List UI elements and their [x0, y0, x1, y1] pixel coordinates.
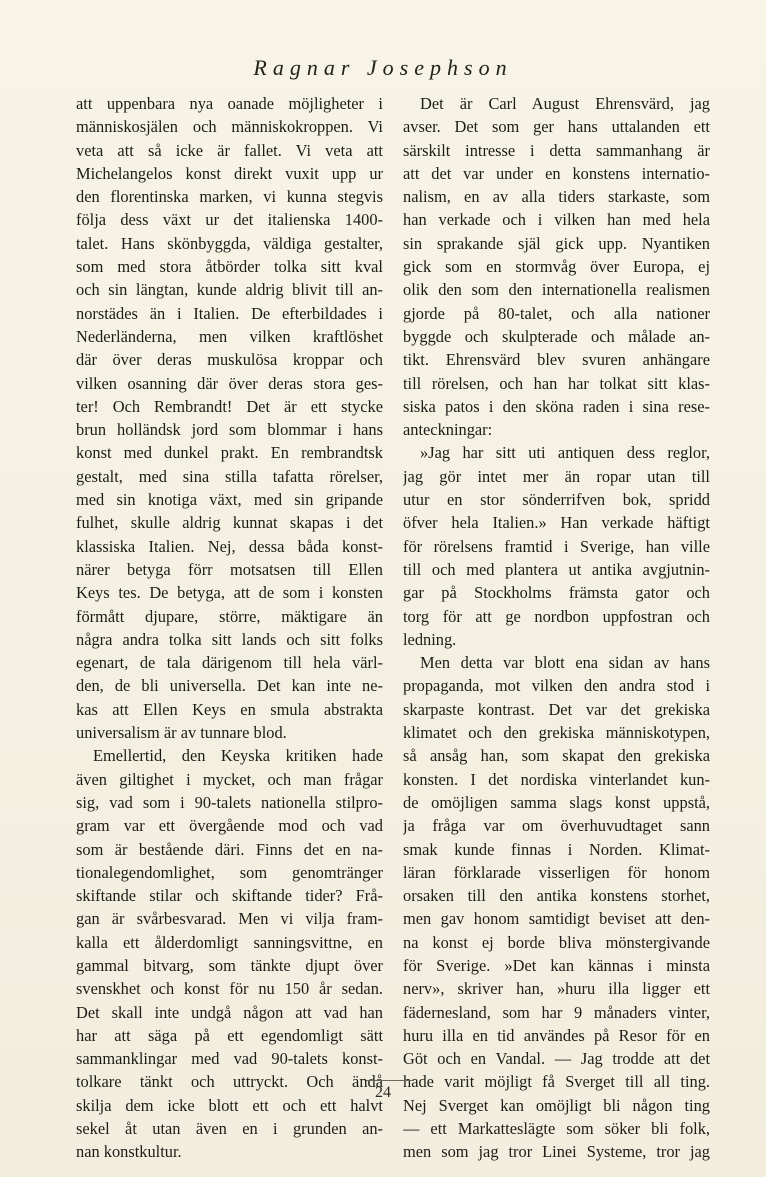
text-line: talet. Hans skönbyggda, väldiga gestalter, [76, 233, 383, 253]
text-line: öfver hela Italien.» Han verkade häftigt [403, 513, 710, 533]
text-line: som är bestående däri. Finns det en na- [76, 839, 383, 859]
text-line: gram var ett övergående mod och vad [76, 816, 383, 836]
text-line: tionalegendomlighet, som genomtränger [76, 862, 383, 882]
text-line: hade varit möjligt få Sverget till all ting. [403, 1072, 710, 1092]
text-line: brun holländsk jord som blommar i hans [76, 420, 383, 440]
text-line: den florentinska marken, vi kunna stegvis [76, 187, 383, 207]
text-line: vilken osanning där över deras stora ges- [76, 373, 383, 393]
text-line: till och med plantera ut antika avgjutnin- [403, 559, 710, 579]
text-line: propaganda, mot vilken den andra stod i [403, 676, 710, 696]
text-line: Nederländerna, men vilken kraftlöshet [76, 326, 383, 346]
text-line: ledning. [403, 629, 457, 649]
text-line: nalism, en av alla tiders starkaste, som [403, 187, 710, 207]
text-line: ja fråga var om överhuvudtaget sann [403, 816, 710, 836]
text-line: förmått djupare, större, mäktigare än [76, 606, 383, 626]
text-line: med sin knotiga växt, med sin gripande [76, 490, 383, 510]
text-line: Det är Carl August Ehrensvärd, jag [420, 94, 710, 113]
text-line: tikt. Ehrensvärd blev svuren anhängare [403, 350, 710, 370]
text-line: anteckningar: [403, 420, 493, 440]
text-line: svenskhet och konst för nu 150 år sedan. [76, 979, 383, 999]
text-line: gan är svårbesvarad. Men vi vilja fram- [76, 909, 383, 929]
text-line: tolkare tänkt och uttryckt. Och ändå [76, 1072, 383, 1092]
text-line: universalism är av tunnare blod. [76, 723, 287, 743]
text-line: Göt och en Vandal. — Jag trodde att det [403, 1049, 710, 1069]
text-line: orsaken till den antika konstens storhet, [403, 886, 710, 906]
text-line: och sin längtan, kunde aldrig blivit till an- [76, 280, 383, 300]
page-number: 24 [375, 1084, 391, 1101]
running-head: Ragnar Josephson [253, 55, 513, 80]
text-line: norstädes än i Italien. De efterbildades i [76, 303, 383, 323]
text-line: Det skall inte undgå någon att vad han [76, 1002, 383, 1022]
text-line: Michelangelos konst direkt vuxit upp ur [76, 163, 383, 183]
text-line: för rörelsens framtid i Sverige, han ville [403, 536, 710, 556]
text-line: kas att Ellen Keys en smula abstrakta [76, 699, 383, 719]
text-line: olik den som den internationella realismen [403, 280, 710, 300]
text-line: som med stora åtbörder tolka sitt kval [76, 257, 383, 277]
text-line: sig, vad som i 90-talets nationella stilpro- [76, 792, 383, 812]
text-line: konst med dunkel prakt. En rembrandtsk [76, 443, 383, 463]
text-line: där över deras muskulösa kroppar och [76, 350, 383, 370]
text-line: huru illa en tid användes på Resor för en [403, 1025, 710, 1045]
text-line: avser. Det som ger hans uttalanden ett [403, 117, 710, 137]
footer-rule [366, 1080, 414, 1081]
text-line: fulhet, skulle aldrig kunnat skapas i det [76, 513, 383, 533]
text-line: skarpaste kontrast. Det var det grekiska [403, 699, 710, 719]
text-line: ter! Och Rembrandt! Det är ett stycke [76, 396, 383, 416]
text-line: sammanklingar med vad 90-talets konst- [76, 1049, 383, 1069]
text-line: gammal bitvarg, som tänkte djupt över [76, 955, 383, 975]
text-line: den, de bli universella. Det kan inte ne- [76, 676, 383, 696]
text-line: även giltighet i mycket, och man frågar [76, 769, 383, 789]
text-line: jag gör intet mer än ropar utan till [403, 466, 710, 486]
text-line: smak kunde finnas i Norden. Klimat- [403, 839, 710, 859]
text-line: gick som en stormvåg över Europa, ej [403, 257, 710, 277]
text-line: Nej Sverget kan omöjligt bli någon ting [403, 1095, 710, 1115]
text-line: de omöjligen samma slags konst uppstå, [403, 792, 710, 812]
text-line: Men detta var blott ena sidan av hans [420, 653, 710, 673]
text-line: att det var under en konstens internatio- [403, 163, 710, 183]
text-line: sekel åt utan även en i grunden an- [76, 1119, 383, 1139]
text-line: han verkade och i vilken han med hela [403, 210, 710, 230]
text-line: na konst ej borde bliva mönstergivande [403, 932, 710, 952]
text-line: till rörelsen, och han har tolkat sitt klas- [403, 373, 710, 393]
text-line: följa dess växt ur det italienska 1400- [76, 210, 383, 230]
text-line: men som jag tror Linei Systeme, tror jag [403, 1142, 710, 1162]
text-line: egenart, de tala därigenom till hela värl- [76, 653, 383, 673]
text-line: att uppenbara nya oanade möjligheter i [76, 94, 383, 113]
text-line: »Jag har sitt uti antiquen dess reglor, [420, 443, 710, 463]
text-line: klassiska Italien. Nej, dessa båda konst- [76, 536, 383, 556]
text-line: torg för att ge nordbon uppfostran och [403, 606, 710, 626]
text-line: närer betyga förr motsatsen till Ellen [76, 559, 383, 579]
text-line: så ansåg han, som skapat den grekiska [403, 746, 710, 766]
text-line: särskilt intresse i detta sammanhang är [403, 140, 710, 160]
text-line: klimatet och den grekiska människotypen, [403, 723, 710, 743]
text-line: nan konstkultur. [76, 1142, 182, 1162]
text-line: några andra tolka sitt lands och sitt folks [76, 629, 383, 649]
text-line: fädernesland, som har 9 månaders vinter, [403, 1002, 710, 1022]
text-line: kalla ett ålderdomligt sanningsvittne, en [76, 932, 383, 952]
text-line: — ett Markatteslägte som söker bli folk, [403, 1119, 710, 1139]
right-text-column [403, 92, 710, 1164]
text-line: Keys tes. De betyga, att de som i konsten [76, 583, 383, 603]
text-line: skiftande stilar och skiftande tider? Frå- [76, 886, 383, 906]
text-line: nerv», skriver han, »huru illa ligger ett [403, 979, 710, 999]
text-line: gjorde på 80-talet, och alla nationer [403, 303, 710, 323]
text-line: för Sverige. »Det kan kännas i minsta [403, 955, 710, 975]
text-line: människosjälen och människokroppen. Vi [76, 117, 383, 137]
text-line: sin sprakande själ gick upp. Nyantiken [403, 233, 710, 253]
text-line: men gav honom samtidigt beviset att den- [403, 909, 710, 929]
text-line: läran förklarade visserligen för honom [403, 862, 710, 882]
text-line: byggde och skulpterade och målade an- [403, 326, 710, 346]
left-text-column [76, 92, 383, 1164]
text-line: gestalt, med sina stilla tafatta rörelser, [76, 466, 383, 486]
text-line: veta att så icke är fallet. Vi veta att [76, 140, 383, 160]
text-line: siska patos i den sköna raden i sina rese- [403, 396, 710, 416]
text-line: konsten. I det nordiska vinterlandet kun- [403, 769, 710, 789]
text-line: skilja dem icke blott ett och ett halvt [76, 1095, 383, 1115]
text-line: Emellertid, den Keyska kritiken hade [93, 746, 383, 766]
text-line: utur en stor sönderrifven bok, spridd [403, 490, 710, 510]
text-line: har att säga på ett egendomligt sätt [76, 1025, 383, 1045]
text-line: gar på Stockholms främsta gator och [403, 583, 710, 603]
